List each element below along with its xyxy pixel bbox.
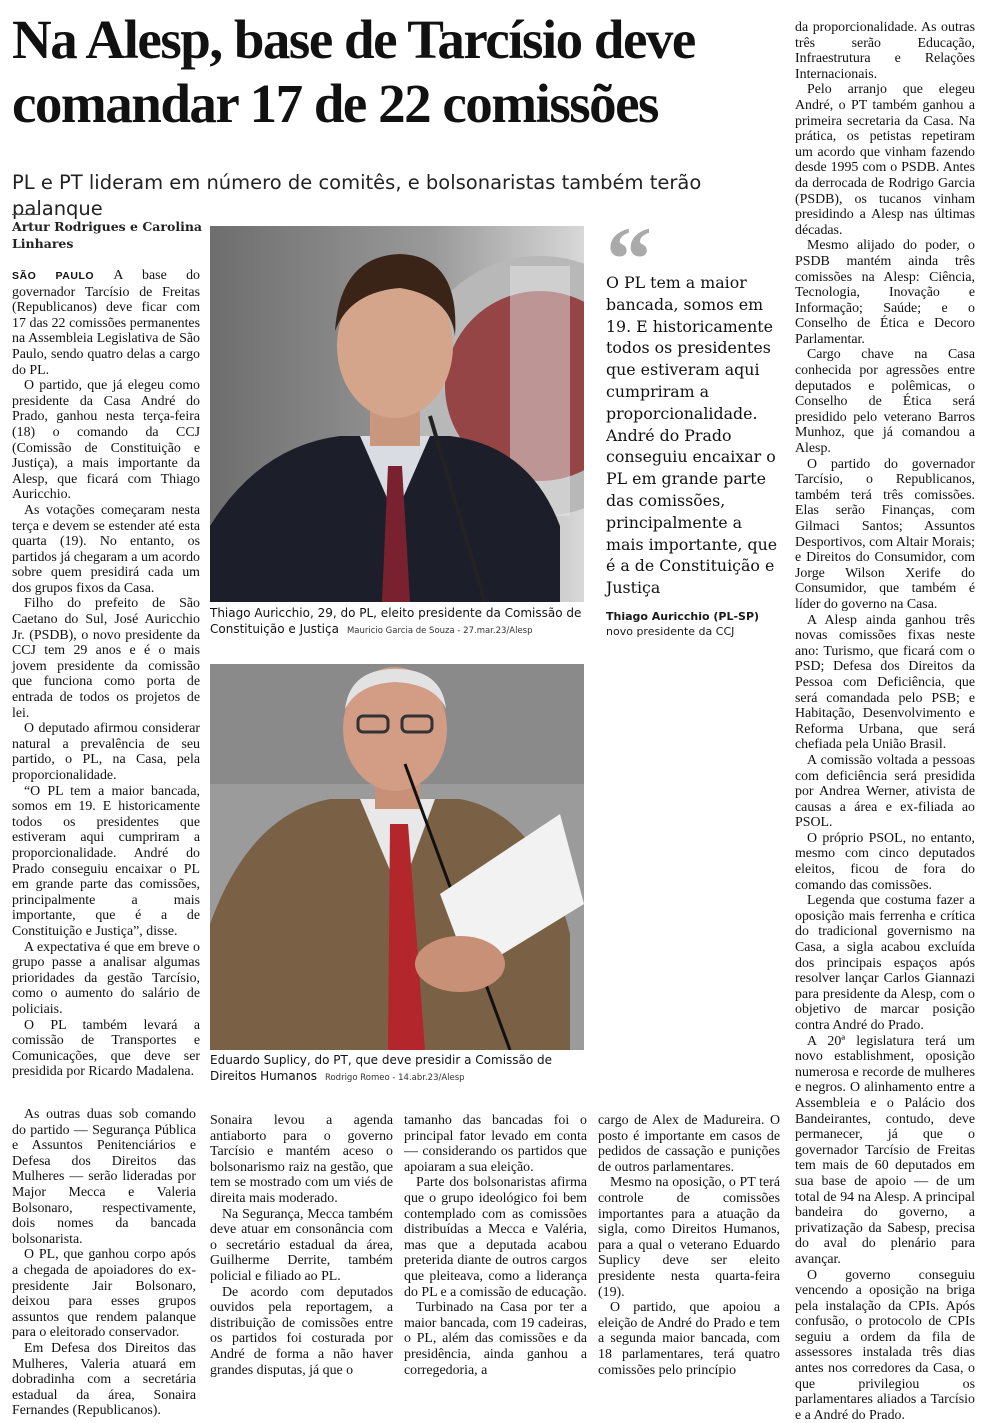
photo-caption-2: [210, 1052, 588, 1086]
paragraph: As outras duas sob comando do partido — Segurança Pública e Assuntos Penitenciários e Defesa dos Direitos das Mulheres — serão lideradas por Major Mecca e Valeria Bolsonaro, respectivamente, dois nomes da bancada bolsonarista.: [12, 1107, 196, 1247]
pull-quote: [606, 224, 778, 639]
paragraph: SÃO PAULO A base do governador Tarcísio de Freitas (Republicanos) deve ficar com 17 das 22 comissões permanentes na Assembleia Legislativa de São Paulo, sendo quatro delas a cargo do PL.: [12, 268, 200, 378]
portrait-illustration: [210, 664, 584, 1050]
article-column-4-bottom: [598, 1113, 780, 1378]
quote-author-role: novo presidente da CCJ: [606, 624, 778, 639]
paragraph: As votações começaram nesta terça e devem se estender até esta quarta (19). No entanto, os partidos já chegaram a um acordo sobre quem presidirá cada um dos grupos fixos da Casa.: [12, 503, 200, 597]
paragraph: Turbinado na Casa por ter a maior bancada, com 19 cadeiras, o PL, além das comissões e da presidência, ainda ganhou a corregedoria, a: [404, 1300, 587, 1378]
paragraph: Filho do prefeito de São Caetano do Sul, José Auricchio Jr. (PSDB), o novo presidente da CCJ tem 29 anos e é o mais jovem presidente da comissão que funciona como porta de entrada de todos os projetos de lei.: [12, 596, 200, 721]
paragraph: O deputado afirmou considerar natural a prevalência de seu partido, o PL, na Casa, pela proporcionalidade.: [12, 721, 200, 783]
paragraph: Na Segurança, Mecca também deve atuar em consonância com o secretário estadual da área, Guilherme Derrite, também policial e filiado ao PL.: [210, 1207, 393, 1285]
quote-mark-icon: “: [606, 224, 778, 270]
paragraph: O PL, que ganhou corpo após a chegada de apoiadores do ex-presidente Jair Bolsonaro, deixou para esses grupos assuntos que rendem palanque para o eleitorado conservador.: [12, 1247, 196, 1341]
caption-text: Thiago Auricchio, 29, do PL, eleito presidente da Comissão de Constituição e Justiça: [210, 606, 581, 636]
paragraph: A Alesp ainda ganhou três novas comissões fixas neste ano: Turismo, que ficará com o PSD; Defesa dos Direitos da Pessoa com Deficiência, que será comandada pelo PSB; e Habitação, Desenvolvimento e Reforma Urbana, que será chefiada pela União Brasil.: [795, 613, 975, 753]
paragraph: Sonaira levou a agenda antiaborto para o governo Tarcísio e mantém aceso o bolsonarismo raiz na gestão, que tem se mostrado com um viés de direita mais moderado.: [210, 1113, 393, 1207]
photo-eduardo-suplicy: [210, 664, 584, 1050]
paragraph: Cargo chave na Casa conhecida por agressões entre deputados e polêmicas, o Conselho de Ética será presidido pelo veterano Barros Munhoz, que já comandou a Alesp.: [795, 347, 975, 456]
quote-author: Thiago Auricchio (PL-SP): [606, 609, 778, 624]
paragraph: da proporcionalidade. As outras três serão Educação, Infraestrutura e Relações Internacionais.: [795, 20, 975, 82]
photo-thiago-auricchio: [210, 226, 584, 602]
paragraph: O partido, que já elegeu como presidente da Casa André do Prado, ganhou nesta terça-feira (18) o comando da CCJ (Comissão de Constituição e Justiça), a mais importante da Alesp, que ficará com Thiago Auricchio.: [12, 378, 200, 503]
paragraph: A comissão voltada a pessoas com deficiência será presidida por Andrea Werner, ativista de causas a área e ex-filiada ao PSOL.: [795, 753, 975, 831]
paragraph: De acordo com deputados ouvidos pela reportagem, a distribuição de comissões entre os partidos foi costurada por André de forma a não haver grandes disputas, já que o: [210, 1285, 393, 1379]
paragraph: cargo de Alex de Madureira. O posto é importante em casos de pedidos de cassação e punições de outros parlamentares.: [598, 1113, 780, 1175]
paragraph: Mesmo alijado do poder, o PSDB mantém ainda três comissões na Alesp: Ciência, Tecnologia, Inovação e Informação; Saúde; e o Conselho de Ética e Decoro Parlamentar.: [795, 238, 975, 347]
article-column-3-bottom: [404, 1113, 587, 1378]
subheadline: PL e PT lideram em número de comitês, e bolsonaristas também terão palanque: [12, 170, 787, 222]
paragraph: O governo conseguiu vencendo a oposição na briga pela instalação da CPIs. Após confusão, o protocolo de CPIs seguiu a ordem da fila de assessores instalada três dias antes nos corredores da Casa, o que privilegiou os parlamentares aliados a Tarcísio e a André do Prado.: [795, 1268, 975, 1423]
photo-credit: Rodrigo Romeo - 14.abr.23/Alesp: [325, 1073, 465, 1083]
photo-credit: Mauricio Garcia de Souza - 27.mar.23/Alesp: [347, 626, 533, 636]
paragraph: A 20ª legislatura terá um novo establishment, oposição numerosa e recorde de mulheres e negros. O alinhamento entre a Assembleia e o Palácio dos Bandeirantes, contudo, deve permanecer, já que o governador Tarcísio de Freitas tem mais de 60 deputados em sua base de apoio — de um total de 94 na Alesp. A principal bandeira do governo, a privatização da Sabesp, precisa do aval do plenário para avançar.: [795, 1034, 975, 1268]
headline: Na Alesp, base de Tarcísio deve comandar 17 de 22 comissões: [12, 8, 787, 136]
paragraph: A expectativa é que em breve o grupo passe a analisar algumas prioridades da gestão Tarcísio, como o aumento do salário de policiais.: [12, 940, 200, 1018]
portrait-illustration: [210, 226, 584, 602]
article-column-5: [795, 20, 975, 1423]
byline-rule: [12, 214, 38, 215]
dateline: SÃO PAULO: [12, 270, 94, 282]
paragraph: O partido do governador Tarcísio, o Republicanos, também terá três comissões. Elas serão Finanças, com Gilmaci Santos; Assuntos Desportivos, com Altair Morais; e Direitos do Consumidor, com Jorge Wilson Xerife do Consumidor, que também é líder do governo na Casa.: [795, 457, 975, 613]
paragraph: Pelo arranjo que elegeu André, o PT também ganhou a primeira secretaria da Casa. Na prática, os petistas repetiram um acordo que vinham fazendo desde 1995 com o PSDB. Antes da derrocada de Rodrigo Garcia (PSDB), os tucanos vinham presidindo a Alesp nas últimas décadas.: [795, 82, 975, 238]
paragraph: Legenda que costuma fazer a oposição mais ferrenha e crítica do tradicional governismo na Casa, a sigla acabou excluída dos principais espaços após resolver lançar Carlos Giannazi para presidente da Alesp, com o objetivo de marcar posição contra André do Prado.: [795, 893, 975, 1033]
paragraph: Mesmo na oposição, o PT terá controle de comissões importantes para a atuação da sigla, como Direitos Humanos, para a qual o veterano Eduardo Suplicy deve ser eleito presidente nesta quarta-feira (19).: [598, 1175, 780, 1300]
paragraph: Em Defesa dos Direitos das Mulheres, Valeria atuará em dobradinha com a secretária estadual da área, Sonaira Fernandes (Republicanos).: [12, 1341, 196, 1419]
paragraph: Parte dos bolsonaristas afirma que o grupo ideológico foi bem contemplado com as comissões distribuídas a Mecca e Valéria, mas que a deputada acabou preterida diante de outros cargos que pleiteava, como a liderança do PL e a comissão de educação.: [404, 1175, 587, 1300]
paragraph: O próprio PSOL, no entanto, mesmo com cinco deputados eleitos, ficou de fora do comando das comissões.: [795, 831, 975, 893]
byline: Artur Rodrigues e Carolina Linhares: [12, 218, 202, 252]
paragraph: tamanho das bancadas foi o principal fator levado em conta — considerando os partidos que apoiaram a sua eleição.: [404, 1113, 587, 1175]
article-column-1: [12, 268, 200, 1080]
article-column-1-bottom: [12, 1107, 196, 1419]
quote-text: O PL tem a maior bancada, somos em 19. E historicamente todos os presidentes que estiveram aqui cumpriram a proporcionalidade. André do Prado conseguiu encaixar o PL em grande parte das comissões, principalmente a mais importante, que é a de Constituição e Justiça: [606, 272, 778, 599]
paragraph: O partido, que apoiou a eleição de André do Prado e tem a segunda maior bancada, com 18 parlamentares, terá quatro comissões pelo princípio: [598, 1300, 780, 1378]
caption-text: Eduardo Suplicy, do PT, que deve presidir a Comissão de Direitos Humanos: [210, 1053, 552, 1083]
photo-caption-1: [210, 605, 588, 639]
paragraph: O PL também levará a comissão de Transportes e Comunicações, que deve ser presidida por Ricardo Madalena.: [12, 1018, 200, 1080]
article-column-2-bottom: [210, 1113, 393, 1378]
paragraph: “O PL tem a maior bancada, somos em 19. E historicamente todos os presidentes que estiveram aqui cumpriram a proporcionalidade. André do Prado conseguiu encaixar o PL em grande parte das comissões, principalmente a mais importante, que é a de Constituição e Justiça”, disse.: [12, 784, 200, 940]
